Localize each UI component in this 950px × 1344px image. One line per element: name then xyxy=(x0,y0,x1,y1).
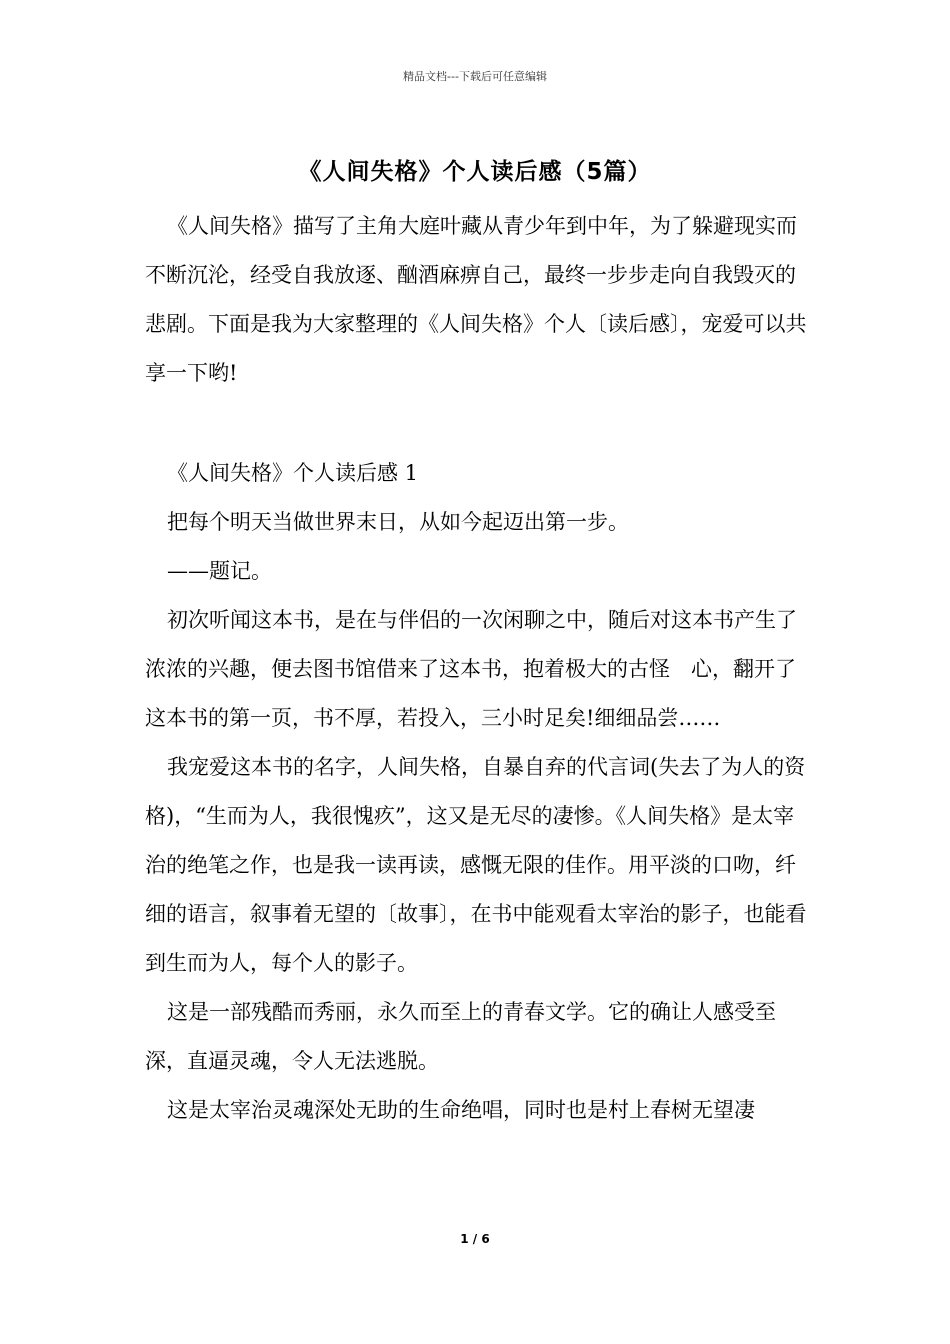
body-paragraph: 这是一部残酷而秀丽，永久而至上的青春文学。它的确让人感受至深，直逼灵魂，令人无法逃脱。 xyxy=(145,1000,776,1073)
body-paragraph: 这是太宰治灵魂深处无助的生命绝唱，同时也是村上春树无望凄 xyxy=(167,1098,755,1122)
body-paragraph: 初次听闻这本书，是在与伴侣的一次闲聊之中，随后对这本书产生了浓浓的兴趣，便去图书馆借来了这本书，抱着极大的古怪 心，翻开了这本书的第一页，书不厚，若投入，三小时足矣!细细品尝…… xyxy=(145,608,797,730)
body-paragraph: 我宠爱这本书的名字，人间失格，自暴自弃的代言词(失去了为人的资格)，“生而为人，我很愧疚”，这又是无尽的凄惨。《人间失格》是太宰治的绝笔之作，也是我一读再读，感慨无限的佳作。用平淡的口吻，纤细的语言，叙事着无望的〔故事〕，在书中能观看太宰治的影子，也能看到生而为人，每个人的影子。 xyxy=(145,755,807,975)
intro-section xyxy=(145,202,810,398)
section-heading: 《人间失格》个人读后感 1 xyxy=(167,461,419,485)
page-header: 精品文档---下载后可任意编辑 xyxy=(403,70,547,83)
document-title: 《人间失格》个人读后感（5篇） xyxy=(298,159,652,185)
epigraph-source: ——题记。 xyxy=(167,559,272,583)
intro-paragraph: 《人间失格》描写了主角大庭叶藏从青少年到中年，为了躲避现实而不断沉沦，经受自我放逐、酗酒麻痹自己，最终一步步走向自我毁灭的悲剧。下面是我为大家整理的《人间失格》个人〔读后感〕，宠爱可以共享一下哟! xyxy=(145,214,807,385)
section-1 xyxy=(145,449,810,1135)
epigraph: 把每个明天当做世界末日，从如今起迈出第一步。 xyxy=(167,510,629,534)
page-number: 1 / 6 xyxy=(460,1232,490,1246)
